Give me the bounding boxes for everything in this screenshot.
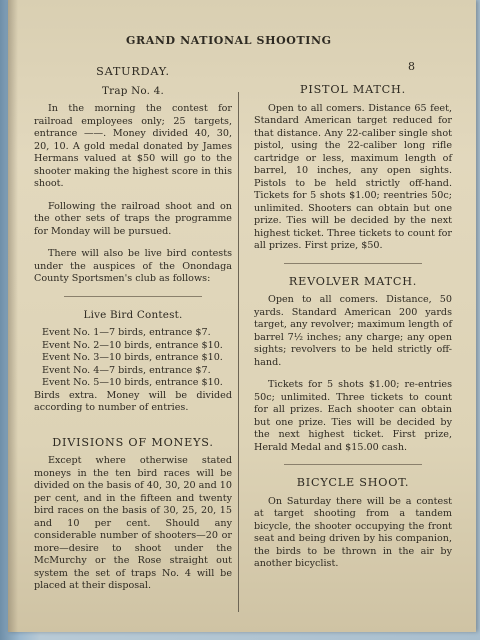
revolver-paragraph-1: Open to all comers. Distance, 50 yards. Standard American 200 yards target, any revolver; maximum length of barrel 7½ inches; any charge; any open sights; revolvers to be held strictly off-hand. (254, 294, 452, 368)
right-column (254, 84, 452, 581)
event-item: Event No. 4—7 birds, entrance $7. (42, 364, 211, 376)
column-divider (238, 92, 239, 612)
live-bird-paragraph: There will also be live bird contests under the auspices of the Onondaga County Sportsmen's club as follows: (34, 248, 232, 284)
divisions-paragraph: Except where otherwise stated moneys in the ten bird races will be divided on the basis of 40, 30, 20 and 10 per cent, and in the fifteen and twenty bird races on the basis of 30, 25, 20, 15 and 10 per cent. Should any considerable number of shooters—20 or more—desire to shoot under the McMurchy or the Rose straight out system the set of traps No. 4 will be placed at their disposal. (34, 455, 232, 591)
revolver-heading: REVOLVER MATCH. (288, 274, 418, 288)
revolver-paragraph-2: Tickets for 5 shots $1.00; re-entries 50c; unlimited. Three tickets to count for all prizes. Each shooter can obtain but one prize. Ties will be decided by the next highest ticket. First prize, Herald Medal and $15.00 cash. (254, 379, 452, 453)
event-item: Event No. 2—10 birds, entrance $10. (42, 339, 223, 351)
event-item: Event No. 5—10 birds, entrance $10. (42, 377, 223, 388)
event-item: Event No. 3—10 birds, entrance $10. (42, 352, 223, 363)
pistol-paragraph: Open to all comers. Distance 65 feet, Standard American target reduced for that distance. Any 22-caliber single shot pistol, using the 22-caliber long rifle cartridge or less, maximum length of barrel, 10 inches, any open sights. Pistols to be held strictly off-hand. Tickets for 5 shots $1.00; reentries 50c; unlimited. Shooters can obtain but one prize. Ties will be decided by the next highest ticket. Three tickets to count for all prizes. First prize, $50. (254, 102, 452, 251)
trap-heading: Trap No. 4. (102, 84, 164, 97)
left-column (34, 66, 232, 603)
document-page (8, 0, 476, 632)
section-rule (284, 464, 422, 465)
section-rule (64, 296, 202, 297)
live-bird-heading: Live Bird Contest. (83, 308, 183, 321)
divisions-heading: DIVISIONS OF MONEYS. (52, 435, 214, 449)
event-item: Event No. 1—7 birds, entrance $7. (42, 327, 211, 338)
section-rule (284, 263, 422, 264)
bicycle-heading: BICYCLE SHOOT. (296, 476, 410, 489)
pistol-heading: PISTOL MATCH. (300, 83, 406, 96)
bicycle-paragraph: On Saturday there will be a contest at target shooting from a tandem bicycle, the shooter occupying the front seat and being driven by his companion, the birds to be thrown in the air by another bicyclist. (254, 495, 452, 569)
follow-paragraph: Following the railroad shoot and on the other sets of traps the programme for Monday will be pursued. (34, 200, 232, 237)
running-head: GRAND NATIONAL SHOOTING (126, 34, 332, 47)
page-number: 8 (408, 60, 415, 73)
birds-extra-note: Birds extra. Money will be divided according to number of entries. (34, 389, 232, 413)
saturday-heading: SATURDAY. (96, 65, 170, 78)
trap-paragraph: In the morning the contest for railroad employees only; 25 targets, entrance ——. Money divided 40, 30, 20, 10. A gold medal donated by James Hermans valued at $50 will go to the shooter making the highest score in this shoot. (34, 103, 232, 189)
